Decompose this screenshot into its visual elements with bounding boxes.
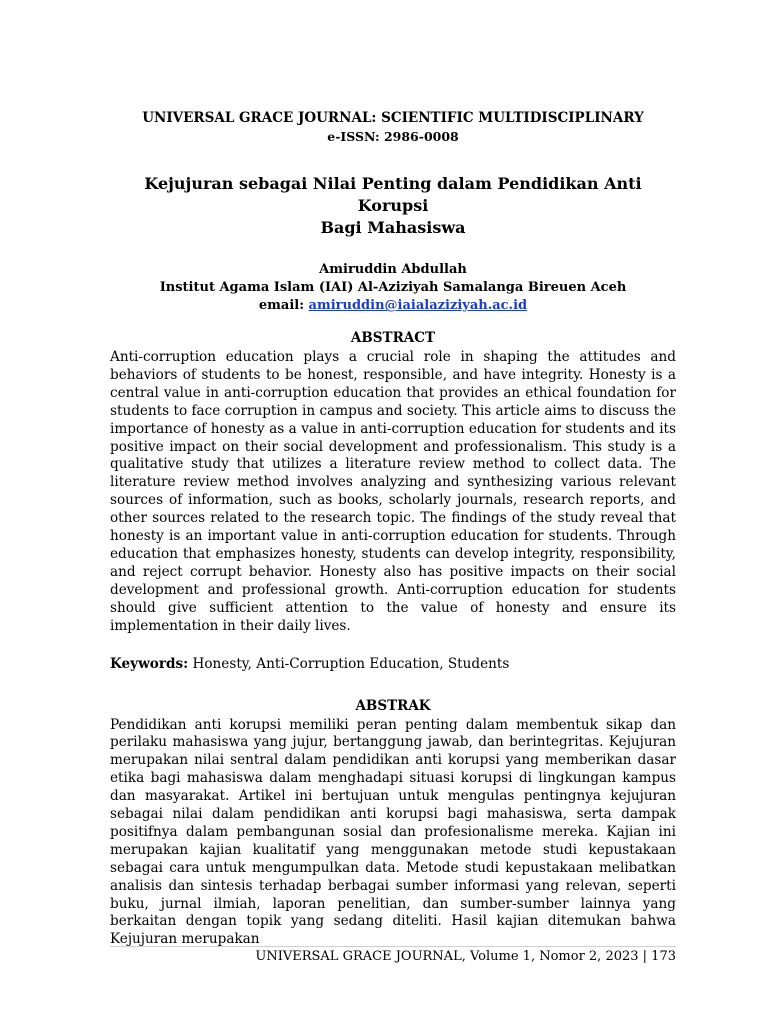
- keywords-label: Keywords:: [110, 655, 189, 672]
- abstrak-text: Pendidikan anti korupsi memiliki peran penting dalam membentuk sikap dan perilaku mahasiswa yang jujur, bertanggung jawab, dan berintegritas. Kejujuran merupakan nilai sentral dalam pendidikan anti korupsi yang memberikan dasar etika bagi mahasiswa dalam menghadapi situasi korupsi di lingkungan kampus dan masyarakat. Artikel ini bertujuan untuk mengulas pentingnya kejujuran sebagai nilai dalam pendidikan anti korupsi bagi mahasiswa, serta dampak positifnya dalam pembangunan sosial dan profesionalisme mereka. Kajian ini merupakan kajian kualitatif yang menggunakan metode studi kepustakaan sebagai cara untuk mengumpulkan data. Metode studi kepustakaan melibatkan analisis dan sintesis terhadap berbagai sumber informasi yang relevan, seperti buku, jurnal ilmiah, laporan penelitian, dan sumber-sumber lainnya yang berkaitan dengan topik yang sedang diteliti. Hasil kajian ditemukan bahwa Kejujuran merupakan: [110, 716, 676, 948]
- abstract-heading: ABSTRACT: [350, 330, 436, 346]
- author-email: [110, 297, 676, 315]
- article-title-line1: Kejujuran sebagai Nilai Penting dalam Pendidikan Anti Korupsi: [144, 174, 642, 215]
- keywords: [110, 655, 676, 673]
- author-name: Amiruddin Abdullah: [319, 262, 467, 277]
- journal-issn: e-ISSN: 2986-0008: [327, 129, 459, 144]
- journal-name: UNIVERSAL GRACE JOURNAL: SCIENTIFIC MULTIDISCIPLINARY: [142, 110, 644, 126]
- abstrak-heading: ABSTRAK: [355, 697, 431, 714]
- keywords-value: Honesty, Anti-Corruption Education, Students: [192, 655, 510, 672]
- paper-page: [110, 108, 676, 949]
- page-footer: UNIVERSAL GRACE JOURNAL, Volume 1, Nomor 2, 2023 | 173: [255, 949, 676, 964]
- email-label: email:: [258, 298, 305, 313]
- email-link[interactable]: amiruddin@iaialaziziyah.ac.id: [308, 298, 528, 313]
- article-title-line2: Bagi Mahasiswa: [320, 218, 466, 237]
- footer-divider: [110, 946, 676, 947]
- article-title: [110, 173, 676, 239]
- abstract-text: Anti-corruption education plays a crucial role in shaping the attitudes and behaviors of students to be honest, responsible, and have integrity. Honesty is a central value in anti-corruption education that provides an ethical foundation for students to face corruption in campus and society. This article aims to discuss the importance of honesty as a value in anti-corruption education for students and its positive impact on their social development and professionalism. This study is a qualitative study that utilizes a literature review method to collect data. The literature review method involves analyzing and synthesizing various relevant sources of information, such as books, scholarly journals, research reports, and other sources related to the research topic. The findings of the study reveal that honesty is an important value in anti-corruption education for students. Through education that emphasizes honesty, students can develop integrity, responsibility, and reject corrupt behavior. Honesty also has positive impacts on their social development and professional growth. Anti-corruption education for students should give sufficient attention to the value of honesty and ensure its implementation in their daily lives.: [110, 349, 676, 634]
- author-affiliation: Institut Agama Islam (IAI) Al-Aziziyah Samalanga Bireuen Aceh: [159, 280, 627, 295]
